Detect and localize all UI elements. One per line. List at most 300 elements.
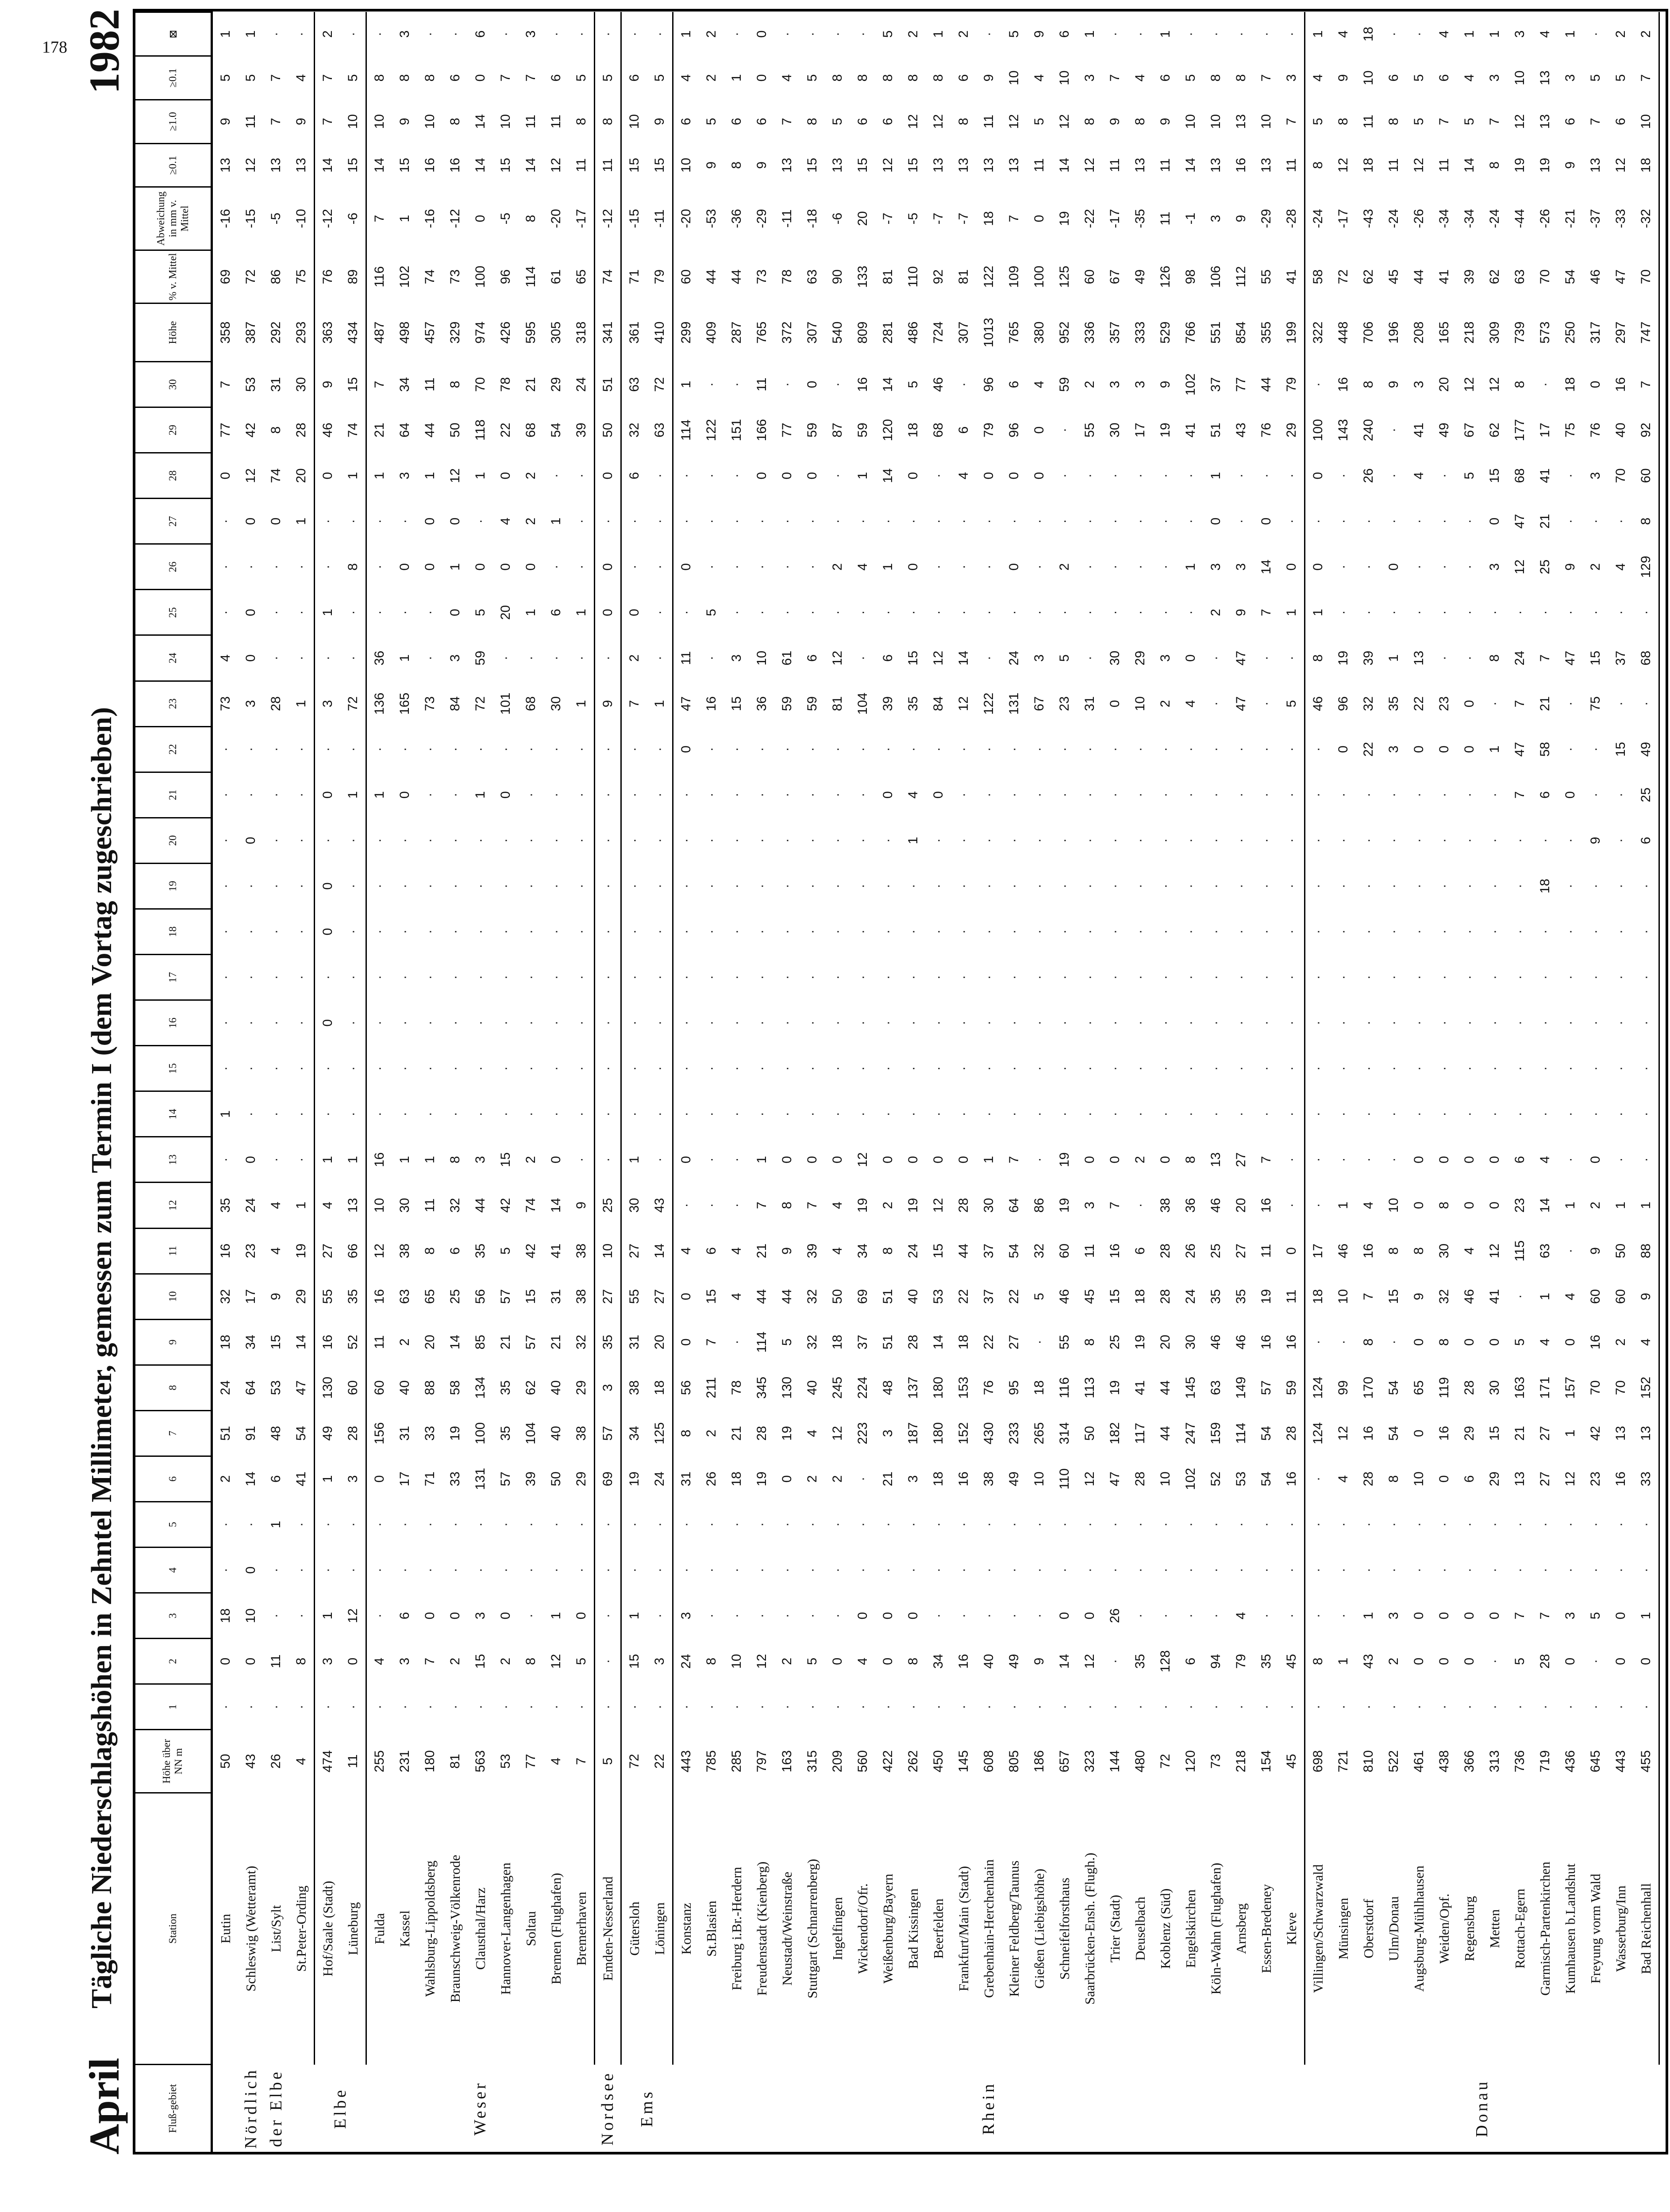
daily-value: 44: [1158, 1426, 1173, 1441]
daily-value: 74: [269, 468, 283, 483]
daily-value: ·: [523, 1568, 538, 1573]
daily-value: ·: [1208, 975, 1223, 980]
station-name: Braunschweig-Völkenrode: [447, 1855, 463, 2003]
daily-value: ·: [881, 1112, 895, 1117]
daily-value: ·: [704, 382, 719, 387]
daily-value: 74: [523, 1198, 538, 1213]
daily-value: ·: [243, 565, 258, 569]
daily-value: 49: [1633, 726, 1659, 772]
daily-value: 119: [1437, 1377, 1451, 1398]
daily-value: ·: [1234, 975, 1248, 980]
header-day-13: 13: [135, 1137, 212, 1183]
daily-value: ·: [1412, 1066, 1426, 1071]
daily-value: 70: [1613, 468, 1628, 483]
days-ge10: 9: [647, 100, 673, 143]
days-ge01: 11: [1437, 158, 1451, 172]
percent-of-mean: 89: [340, 250, 366, 303]
daily-value: ·: [1057, 929, 1072, 934]
deviation-mm: -33: [1613, 209, 1628, 228]
days-ge01: 13: [218, 157, 233, 173]
deviation-mm: -15: [243, 209, 258, 228]
daily-value: 19: [627, 1471, 642, 1486]
daily-value: 1: [423, 472, 437, 480]
station-name: Wasserburg/Inn: [1613, 1886, 1628, 1972]
daily-value: 16: [704, 696, 719, 711]
daily-value: 0: [1412, 1338, 1426, 1346]
daily-value: 0: [243, 1156, 258, 1164]
daily-value: ·: [289, 1593, 315, 1639]
daily-value: ·: [1057, 610, 1072, 615]
daily-value: ·: [780, 1705, 794, 1709]
month-total: 448: [1336, 321, 1351, 344]
station-altitude: 218: [1234, 1750, 1248, 1773]
daily-value: ·: [805, 1568, 820, 1573]
snow-days: 4: [289, 56, 315, 100]
daily-value: 62: [523, 1380, 538, 1395]
daily-value: ·: [1633, 955, 1659, 1000]
daily-value: 124: [1311, 1376, 1325, 1399]
daily-value: ·: [1108, 929, 1122, 934]
snow-days: 8: [931, 74, 946, 82]
daily-value: ·: [423, 1066, 437, 1071]
station-name: Schleswig (Wetteramt): [243, 1866, 258, 1992]
table-row: [263, 12, 289, 2152]
daily-value: 9: [780, 1247, 794, 1255]
daily-value: 1: [1386, 654, 1401, 662]
days-ge10: 11: [981, 115, 996, 129]
station-name: Bad Reichenhall: [1633, 1793, 1659, 2064]
daily-value: 233: [1007, 1422, 1021, 1444]
table-row: [1153, 12, 1178, 2152]
daily-value: 3: [1158, 654, 1173, 662]
days-ge10: 6: [855, 118, 870, 126]
daily-value: ·: [1361, 1705, 1376, 1709]
daily-value: 40: [981, 1654, 996, 1669]
daily-value: ·: [1588, 929, 1603, 934]
daily-value: ·: [340, 1046, 366, 1091]
daily-value: ·: [1462, 883, 1477, 888]
daily-value: 11: [423, 377, 437, 392]
deviation-mm: -12: [448, 209, 462, 228]
daily-value: 113: [1082, 1377, 1097, 1398]
daily-value: ·: [1032, 1705, 1047, 1709]
daily-value: ·: [1032, 610, 1047, 615]
days-ge10: 8: [805, 118, 820, 126]
thunder-days: ·: [780, 32, 794, 37]
days-ge01: 15: [805, 157, 820, 173]
daily-value: ·: [1412, 792, 1426, 797]
daily-value: 8: [523, 1657, 538, 1665]
daily-value: 38: [627, 1380, 642, 1395]
daily-value: ·: [1512, 929, 1527, 934]
daily-value: ·: [830, 838, 845, 843]
daily-value: ·: [647, 635, 673, 681]
daily-value: 32: [805, 1335, 820, 1350]
daily-value: ·: [647, 1000, 673, 1046]
daily-value: ·: [1108, 1021, 1122, 1025]
daily-value: 1: [269, 1521, 283, 1528]
daily-value: ·: [780, 1568, 794, 1573]
daily-value: ·: [549, 1522, 563, 1527]
daily-value: ·: [931, 1021, 946, 1025]
month-total: 372: [780, 321, 794, 344]
days-ge10: 6: [1563, 118, 1578, 126]
daily-value: ·: [372, 747, 387, 752]
daily-value: ·: [956, 1705, 971, 1709]
daily-value: 76: [1588, 422, 1603, 438]
daily-value: ·: [595, 818, 621, 863]
daily-value: 131: [473, 1467, 488, 1490]
daily-value: ·: [1311, 975, 1325, 980]
table-row: [1102, 12, 1127, 2152]
daily-value: ·: [1133, 975, 1147, 980]
daily-value: 61: [780, 650, 794, 666]
daily-value: ·: [906, 929, 920, 934]
station-name: Trier (Stadt): [1107, 1895, 1123, 1963]
daily-value: ·: [956, 747, 971, 752]
thunder-days: ·: [855, 32, 870, 37]
daily-value: ·: [1311, 883, 1325, 888]
daily-value: ·: [269, 1021, 283, 1025]
daily-value: 49: [1007, 1654, 1021, 1669]
daily-value: ·: [981, 1568, 996, 1573]
thunder-days: ·: [569, 12, 595, 56]
percent-of-mean: 75: [289, 250, 315, 303]
thunder-days: 1: [679, 30, 693, 38]
days-ge10: 10: [372, 114, 387, 129]
daily-value: 51: [881, 1335, 895, 1350]
daily-value: ·: [1133, 792, 1147, 797]
daily-value: ·: [1158, 565, 1173, 569]
daily-value: 41: [1538, 468, 1552, 483]
deviation-mm: -12: [320, 209, 335, 228]
percent-of-mean: 49: [1133, 269, 1147, 284]
daily-value: ·: [1208, 1705, 1223, 1709]
daily-value: ·: [931, 1613, 946, 1618]
daily-value: 18: [956, 1335, 971, 1350]
daily-value: ·: [647, 726, 673, 772]
month-total: 952: [1057, 321, 1072, 344]
daily-value: 4: [956, 472, 971, 480]
daily-value: 12: [1487, 1243, 1502, 1259]
daily-value: 47: [679, 696, 693, 711]
daily-value: 18: [1563, 377, 1578, 392]
daily-value: ·: [1234, 1568, 1248, 1573]
daily-value: ·: [1158, 929, 1173, 934]
daily-value: 157: [1563, 1376, 1578, 1399]
daily-value: 18: [218, 1335, 233, 1350]
daily-value: 27: [1538, 1471, 1552, 1486]
daily-value: ·: [549, 1112, 563, 1117]
snow-days: 6: [1158, 74, 1173, 82]
daily-value: 7: [1538, 654, 1552, 662]
daily-value: 26: [1361, 468, 1376, 483]
daily-value: 4: [1538, 1338, 1552, 1346]
daily-value: 240: [1361, 419, 1376, 442]
station-name: Wahlsburg-Lippoldsberg: [422, 1860, 438, 1997]
station-name: Fulda: [372, 1913, 387, 1944]
daily-value: 4: [269, 1202, 283, 1209]
daily-value: ·: [754, 1112, 769, 1117]
daily-value: ·: [1082, 883, 1097, 888]
daily-value: 314: [1057, 1422, 1072, 1444]
daily-value: ·: [340, 1000, 366, 1046]
daily-value: 46: [1336, 1243, 1351, 1259]
snow-days: 4: [1032, 74, 1047, 82]
days-ge10: 8: [569, 100, 595, 143]
daily-value: ·: [498, 1066, 513, 1071]
daily-value: ·: [1462, 1522, 1477, 1527]
days-ge10: 6: [754, 118, 769, 126]
daily-value: 22: [956, 1289, 971, 1304]
month-total: 293: [289, 303, 315, 362]
daily-value: ·: [569, 1502, 595, 1547]
daily-value: ·: [805, 1613, 820, 1618]
daily-value: 14: [549, 1198, 563, 1213]
daily-value: ·: [647, 1091, 673, 1137]
daily-value: ·: [1311, 519, 1325, 524]
daily-value: ·: [243, 1112, 258, 1117]
percent-of-mean: 74: [595, 250, 621, 303]
daily-value: 60: [1633, 453, 1659, 499]
daily-value: 3: [1234, 563, 1248, 571]
daily-value: ·: [1279, 499, 1305, 544]
daily-value: ·: [218, 975, 233, 980]
deviation-mm: -24: [1311, 209, 1325, 228]
daily-value: 8: [1437, 1202, 1451, 1209]
river-basin-cell: Ems: [637, 2089, 656, 2128]
daily-value: ·: [473, 1705, 488, 1709]
daily-value: ·: [1563, 975, 1578, 980]
days-ge10: 5: [704, 118, 719, 126]
daily-value: ·: [780, 792, 794, 797]
daily-value: 35: [1234, 1289, 1248, 1304]
thunder-days: ·: [1108, 32, 1122, 37]
daily-value: ·: [397, 1568, 412, 1573]
daily-value: ·: [1386, 1568, 1401, 1573]
daily-value: ·: [423, 975, 437, 980]
daily-value: ·: [1386, 1066, 1401, 1071]
daily-value: 35: [1386, 696, 1401, 711]
daily-value: ·: [569, 818, 595, 863]
daily-value: ·: [805, 883, 820, 888]
daily-value: ·: [1336, 1112, 1351, 1117]
daily-value: ·: [1336, 1568, 1351, 1573]
daily-value: 4: [830, 1247, 845, 1255]
daily-value: 2: [1588, 1202, 1603, 1209]
snow-days: 8: [372, 74, 387, 82]
daily-value: 2: [1158, 700, 1173, 707]
station-altitude: 315: [805, 1750, 820, 1773]
daily-value: 19: [289, 1228, 315, 1274]
deviation-mm: -21: [1563, 209, 1578, 228]
daily-value: ·: [498, 929, 513, 934]
daily-value: ·: [1279, 726, 1305, 772]
station-altitude: 436: [1563, 1750, 1578, 1773]
header-day-30: 30: [135, 362, 212, 407]
daily-value: 63: [627, 377, 642, 392]
daily-value: ·: [1613, 519, 1628, 524]
daily-value: 46: [1208, 1335, 1223, 1350]
daily-value: ·: [1158, 1112, 1173, 1117]
percent-of-mean: 55: [1259, 269, 1274, 284]
daily-value: ·: [1361, 975, 1376, 980]
daily-value: ·: [448, 1021, 462, 1025]
daily-value: ·: [1386, 1112, 1401, 1117]
daily-value: ·: [956, 838, 971, 843]
daily-value: ·: [805, 929, 820, 934]
daily-value: ·: [1462, 519, 1477, 524]
daily-value: 1: [1311, 609, 1325, 616]
daily-value: 5: [1032, 1293, 1047, 1300]
month-total: 426: [498, 321, 513, 344]
daily-value: ·: [1007, 1112, 1021, 1117]
daily-value: ·: [981, 929, 996, 934]
daily-value: 49: [1437, 422, 1451, 438]
daily-value: ·: [569, 772, 595, 818]
daily-value: ·: [679, 838, 693, 843]
daily-value: 60: [340, 1365, 366, 1410]
percent-of-mean: 125: [1057, 265, 1072, 288]
header-day-25: 25: [135, 590, 212, 635]
daily-value: 3: [1133, 380, 1147, 388]
snow-days: 10: [1512, 70, 1527, 85]
daily-value: 28: [1538, 1654, 1552, 1669]
daily-value: ·: [397, 747, 412, 752]
daily-value: ·: [1279, 1000, 1305, 1046]
daily-value: ·: [1133, 565, 1147, 569]
days-ge10: 10: [1208, 114, 1223, 129]
table-row: [1178, 12, 1203, 2152]
daily-value: ·: [1563, 1157, 1578, 1162]
daily-value: 16: [1361, 1426, 1376, 1441]
daily-value: 19: [1108, 1380, 1122, 1395]
daily-value: ·: [1032, 1522, 1047, 1527]
daily-value: ·: [320, 975, 335, 980]
daily-value: 15: [523, 1289, 538, 1304]
daily-value: 0: [1487, 517, 1502, 525]
daily-value: ·: [218, 747, 233, 752]
daily-value: 0: [397, 791, 412, 799]
daily-value: 54: [1386, 1426, 1401, 1441]
daily-value: 0: [1563, 1338, 1578, 1346]
daily-value: 16: [1279, 1319, 1305, 1365]
daily-value: ·: [981, 656, 996, 661]
daily-value: 1: [523, 609, 538, 616]
daily-value: ·: [1007, 610, 1021, 615]
daily-value: 65: [423, 1289, 437, 1304]
daily-value: 0: [881, 1657, 895, 1665]
daily-value: 102: [1183, 1467, 1198, 1490]
daily-value: ·: [931, 1705, 946, 1709]
snow-days: 6: [448, 74, 462, 82]
daily-value: ·: [523, 975, 538, 980]
daily-value: ·: [1512, 838, 1527, 843]
month-total: 317: [1588, 321, 1603, 344]
daily-value: ·: [1234, 883, 1248, 888]
daily-value: ·: [1133, 1112, 1147, 1117]
daily-value: 29: [1462, 1426, 1477, 1441]
month-heading: April: [81, 2058, 128, 2154]
daily-value: ·: [1588, 1066, 1603, 1071]
daily-value: 26: [704, 1471, 719, 1486]
daily-value: ·: [1208, 1522, 1223, 1527]
station-name: Villingen/Schwarzwald: [1310, 1864, 1326, 1993]
percent-of-mean: 61: [549, 269, 563, 284]
daily-value: ·: [1108, 1568, 1122, 1573]
river-basin-cell: Weser: [471, 2081, 489, 2136]
daily-value: ·: [704, 747, 719, 752]
daily-value: ·: [627, 1522, 642, 1527]
daily-value: ·: [1633, 590, 1659, 635]
daily-value: 29: [1133, 650, 1147, 666]
daily-value: ·: [340, 955, 366, 1000]
daily-value: ·: [1032, 1568, 1047, 1573]
days-ge10: 9: [1158, 118, 1173, 126]
daily-value: 0: [595, 453, 621, 499]
daily-value: ·: [1538, 1568, 1552, 1573]
daily-value: ·: [647, 818, 673, 863]
daily-value: 35: [1208, 1289, 1223, 1304]
percent-of-mean: 73: [754, 269, 769, 284]
daily-value: ·: [1082, 838, 1097, 843]
daily-value: ·: [1512, 883, 1527, 888]
daily-value: ·: [1082, 565, 1097, 569]
daily-value: 37: [855, 1335, 870, 1350]
header-niederschlag-ge01: ≥0.1: [135, 143, 212, 187]
station-altitude: 797: [754, 1750, 769, 1773]
daily-value: 46: [1462, 1289, 1477, 1304]
percent-of-mean: 46: [1588, 269, 1603, 284]
daily-value: 12: [448, 468, 462, 483]
daily-value: ·: [1613, 883, 1628, 888]
daily-value: ·: [931, 519, 946, 524]
daily-value: 0: [1462, 700, 1477, 707]
daily-value: 6: [1183, 1657, 1198, 1665]
daily-value: ·: [243, 792, 258, 797]
daily-value: 47: [1234, 650, 1248, 666]
daily-value: 5: [473, 609, 488, 616]
daily-value: ·: [1279, 1046, 1305, 1091]
daily-value: ·: [881, 1705, 895, 1709]
daily-value: ·: [956, 1066, 971, 1071]
daily-value: 32: [1361, 696, 1376, 711]
daily-value: 99: [1336, 1380, 1351, 1395]
daily-value: ·: [1032, 929, 1047, 934]
daily-value: 3: [1032, 654, 1047, 662]
daily-value: 1: [340, 453, 366, 499]
header-day-20: 20: [135, 818, 212, 863]
daily-value: 23: [1437, 696, 1451, 711]
daily-value: ·: [679, 883, 693, 888]
days-ge10: 9: [397, 118, 412, 126]
daily-value: ·: [956, 883, 971, 888]
daily-value: ·: [340, 499, 366, 544]
daily-value: ·: [956, 610, 971, 615]
daily-value: 28: [956, 1198, 971, 1213]
daily-value: 16: [218, 1243, 233, 1259]
header-day-1: 1: [135, 1684, 212, 1730]
thunder-days: 18: [1361, 27, 1376, 42]
daily-value: ·: [1082, 1066, 1097, 1071]
daily-value: 21: [1538, 696, 1552, 711]
daily-value: 0: [780, 472, 794, 480]
daily-value: ·: [569, 1091, 595, 1137]
deviation-mm: -6: [340, 187, 366, 250]
table-row: [1228, 12, 1254, 2152]
daily-value: ·: [1183, 929, 1198, 934]
daily-value: 41: [1412, 422, 1426, 438]
